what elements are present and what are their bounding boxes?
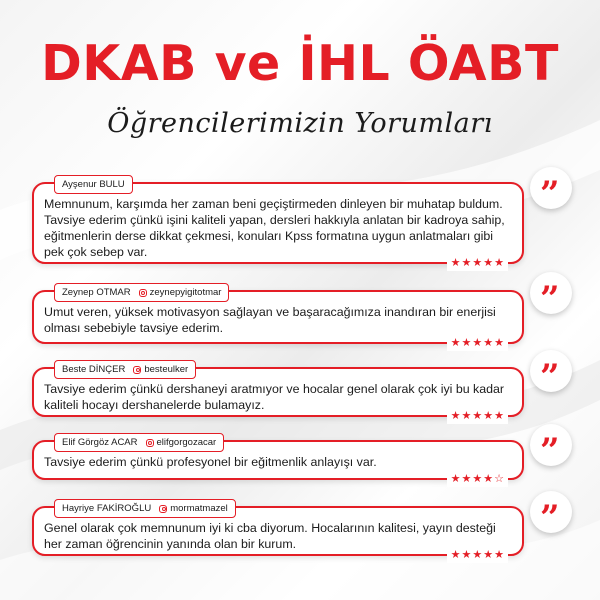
rating-stars (447, 255, 508, 271)
star-icon: ★ (461, 256, 472, 269)
reviewer-name: Hayriye FAKİROĞLU (62, 503, 152, 514)
review-card (32, 364, 524, 422)
star-icon: ★ (472, 548, 483, 561)
review-text: Tavsiye ederim çünkü dershaneyi aratmıyor ve hocalar genel olarak çok iyi bu kadar kaliteli hocayı dershanelerde bulamayız. (44, 382, 505, 412)
quote-icon (530, 350, 572, 392)
star-icon: ★ (483, 336, 494, 349)
instagram-icon (159, 505, 167, 513)
reviewer-tag (54, 360, 196, 379)
star-icon: ★ (472, 256, 483, 269)
star-icon: ★ (494, 336, 504, 349)
review-card (32, 179, 524, 269)
handle-text: zeynepyigitotmar (149, 287, 222, 298)
star-icon: ★ (494, 548, 504, 561)
star-icon: ★ (450, 336, 461, 349)
svg-text:”: ” (540, 176, 560, 200)
rating-stars (447, 335, 508, 351)
svg-text:”: ” (540, 359, 560, 383)
star-icon: ★ (450, 409, 461, 422)
review-text: Umut veren, yüksek motivasyon sağlayan ve başaracağımıza inandıran bir enerjisi olması sebebiyle tavsiye ederim. (44, 305, 496, 335)
review-text: Memnunum, karşımda her zaman beni geçiştirmeden dinleyen bir muhatap buldum. Tavsiye ederim çünkü işini kaliteli yapan, dersleri hakkıyla anlatan bir kadroya sahip, eğitmenlerin derse dikkat çekmesi, konuları Kpss formatına uygun anlatmaları gibi pek çok sebep var. (44, 197, 505, 259)
star-icon: ★ (472, 336, 483, 349)
quote-icon (530, 491, 572, 533)
svg-text:”: ” (540, 500, 560, 524)
star-icon: ★ (483, 409, 494, 422)
reviewer-name: Zeynep OTMAR (62, 287, 131, 298)
instagram-handle (146, 437, 217, 448)
reviewer-name: Elif Görgöz ACAR (62, 437, 138, 448)
reviewer-name: Ayşenur BULU (62, 179, 125, 190)
rating-stars (447, 408, 508, 424)
reviewer-tag (54, 175, 133, 194)
review-text: Tavsiye ederim çünkü profesyonel bir eğitmenlik anlayışı var. (44, 455, 377, 469)
instagram-handle (133, 364, 188, 375)
star-icon: ★ (483, 472, 494, 485)
star-icon: ★ (494, 256, 504, 269)
instagram-handle (159, 503, 228, 514)
star-icon: ★ (461, 409, 472, 422)
reviewer-tag (54, 499, 236, 518)
review-text: Genel olarak çok memnunum iyi ki cba diyorum. Hocalarının kalitesi, yayın desteği her zaman öğrencinin yanında olan bir kurum. (44, 521, 496, 551)
rating-stars (447, 547, 508, 563)
review-card (32, 503, 524, 561)
quote-icon (530, 167, 572, 209)
review-card (32, 437, 524, 485)
star-icon: ★ (461, 336, 472, 349)
page-subtitle: Öğrencilerimizin Yorumları (107, 108, 493, 139)
svg-text:”: ” (540, 433, 560, 457)
star-icon: ★ (483, 548, 494, 561)
review-card (32, 287, 524, 349)
rating-stars (447, 471, 508, 487)
star-icon: ★ (472, 472, 483, 485)
svg-text:”: ” (540, 281, 560, 305)
instagram-handle (139, 287, 222, 298)
handle-text: elifgorgozacar (156, 437, 217, 448)
star-icon: ★ (483, 256, 494, 269)
star-icon: ★ (450, 472, 461, 485)
handle-text: besteulker (144, 364, 189, 375)
reviewer-tag (54, 283, 229, 302)
quote-icon (530, 272, 572, 314)
page-title: DKAB ve İHL ÖABT (41, 35, 559, 92)
reviewer-name: Beste DİNÇER (62, 364, 126, 375)
instagram-icon (146, 439, 154, 447)
instagram-icon (133, 366, 141, 374)
star-icon: ★ (450, 256, 461, 269)
handle-text: mormatmazel (170, 503, 228, 514)
reviewer-tag (54, 433, 224, 452)
star-empty-icon: ☆ (494, 472, 504, 485)
star-icon: ★ (461, 472, 472, 485)
star-icon: ★ (472, 409, 483, 422)
quote-icon (530, 424, 572, 466)
star-icon: ★ (494, 409, 504, 422)
star-icon: ★ (450, 548, 461, 561)
instagram-icon (139, 289, 147, 297)
star-icon: ★ (461, 548, 472, 561)
